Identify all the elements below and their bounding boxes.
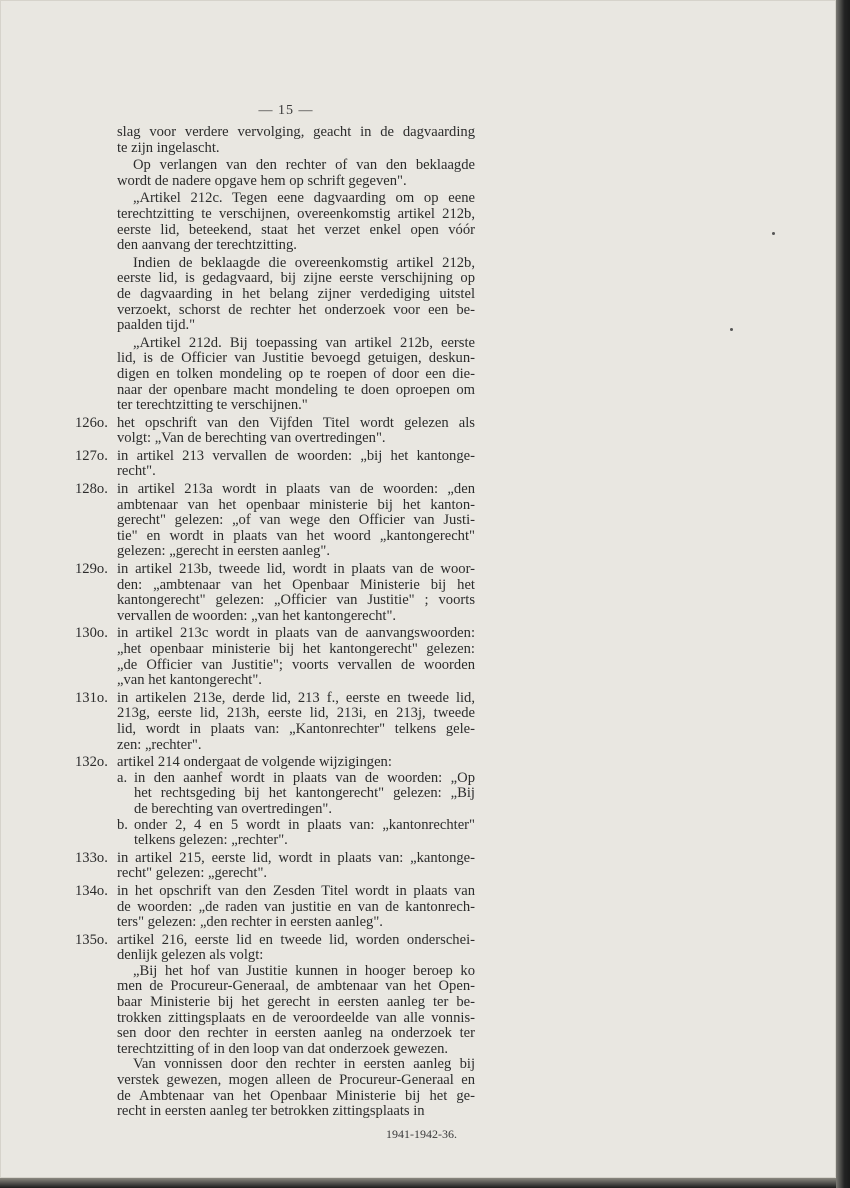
sub-item-text xyxy=(134,771,475,818)
item-number: 129o. xyxy=(75,561,108,578)
text-line: „van het kantongerecht". xyxy=(117,672,262,689)
paragraph xyxy=(117,125,475,156)
item-text xyxy=(117,851,475,882)
numbered-item xyxy=(0,449,836,480)
document-body xyxy=(0,125,836,1120)
text-line: Indien de beklaagde die overeenkomstig artikel 212b, xyxy=(133,254,475,271)
text-line: het opschrift van den Vijfden Titel wordt gelezen als xyxy=(117,414,475,431)
text-line: recht". xyxy=(117,463,156,480)
text-line: lid, wordt in plaats van: „Kantonrechter" telkens gele- xyxy=(117,720,475,737)
text-line: eerste lid, beteekend, staat het verzet enkel open vóór xyxy=(117,221,475,238)
paper-speck xyxy=(772,232,775,235)
text-line: terechtzitting te verschijnen, overeenkomstig artikel 212b, xyxy=(117,205,475,222)
item-text xyxy=(117,449,475,480)
text-line: vervallen de woorden: „van het kantongerecht". xyxy=(117,607,397,624)
text-line: zen: „rechter". xyxy=(117,736,202,753)
text-line: men de Procureur-Generaal, de ambtenaar van het Open- xyxy=(117,978,475,995)
page-edge-bottom xyxy=(0,1178,836,1188)
numbered-item xyxy=(0,562,836,624)
text-line: 213g, eerste lid, 213h, eerste lid, 213i, en 213j, tweede xyxy=(117,705,475,722)
item-text xyxy=(117,626,475,688)
item-number: 132o. xyxy=(75,754,108,771)
text-line: „het openbaar ministerie bij het kantongerecht" gelezen: xyxy=(117,641,475,657)
numbered-item xyxy=(0,691,836,753)
text-line: „Bij het hof van Justitie kunnen in hooger beroep ko xyxy=(133,962,475,979)
text-line: „Artikel 212d. Bij toepassing van artikel 212b, eerste xyxy=(133,334,475,351)
text-line: tie" en wordt in plaats van het woord „kantongerecht" xyxy=(117,527,475,544)
text-line: wordt de nadere opgave hem op schrift gegeven". xyxy=(117,172,407,189)
text-line: gerecht" gelezen: „of van wege den Officier van Justi- xyxy=(117,512,475,529)
item-text xyxy=(117,933,475,964)
text-line: baar Ministerie bij het gerecht in eersten aanleg ter be- xyxy=(117,994,475,1011)
text-line: de woorden: „de raden van justitie en van de kantonrech- xyxy=(117,898,475,915)
numbered-item xyxy=(0,851,836,882)
numbered-item xyxy=(0,416,836,447)
text-line: lid, is de Officier van Justitie bevoegd getuigen, deskun- xyxy=(117,350,475,367)
text-line: recht in eersten aanleg ter betrokken zittingsplaats in xyxy=(117,1103,425,1120)
text-line: volgt: „Van de berechting van overtredingen". xyxy=(117,430,386,447)
text-line: recht" gelezen: „gerecht". xyxy=(117,865,268,882)
sub-item xyxy=(117,818,836,849)
numbered-item xyxy=(0,626,836,688)
text-line: onder 2, 4 en 5 wordt in plaats van: „kantonrechter" xyxy=(134,816,475,833)
text-line: paalden tijd." xyxy=(117,317,196,334)
item-number: 134o. xyxy=(75,882,108,899)
item-text xyxy=(117,884,475,931)
text-line: in artikel 213 vervallen de woorden: „bij het kantonge- xyxy=(117,447,475,464)
text-line: artikel 216, eerste lid en tweede lid, worden onderschei- xyxy=(117,931,475,948)
text-line: telkens gelezen: „rechter". xyxy=(134,832,288,849)
item-number: 127o. xyxy=(75,447,108,464)
sub-item xyxy=(117,771,836,818)
numbered-item xyxy=(0,482,836,560)
text-line: verzoekt, schorst de rechter het onderzoek voor een be- xyxy=(117,301,475,318)
text-line: Op verlangen van den rechter of van den beklaagde xyxy=(133,157,475,174)
footer-code: 1941-1942-36. xyxy=(386,1127,457,1141)
text-line: de dagvaarding in het belang zijner verdediging uitstel xyxy=(117,285,475,302)
text-line: sen door den rechter in eersten aanleg na onderzoek ter xyxy=(117,1025,475,1042)
text-line: „de Officier van Justitie"; voorts vervallen de woorden xyxy=(117,656,475,673)
text-line: kantongerecht" gelezen: „Officier van Justitie" ; voorts xyxy=(117,592,475,609)
sub-item-text xyxy=(134,818,475,849)
text-line: in artikelen 213e, derde lid, 213 f., eerste en tweede lid, xyxy=(117,689,475,706)
text-line: het rechtsgeding bij het kantongerecht" gelezen: „Bij xyxy=(134,785,475,802)
text-line: terechtzitting of in den loop van dat onderzoek gewezen. xyxy=(117,1040,449,1057)
text-line: in artikel 213c wordt in plaats van de aanvangswoorden: xyxy=(117,625,475,642)
item-number: 131o. xyxy=(75,689,108,706)
text-line: den aanvang der terechtzitting. xyxy=(117,237,297,254)
text-line: te zijn ingelascht. xyxy=(117,139,220,156)
text-line: in het opschrift van den Zesden Titel wordt in plaats van xyxy=(117,882,475,899)
paragraph xyxy=(117,256,475,334)
text-line: in den aanhef wordt in plaats van de woorden: „Op xyxy=(134,769,475,786)
item-text xyxy=(117,562,475,624)
item-text xyxy=(117,755,475,771)
text-line: ters" gelezen: „den rechter in eersten aanleg". xyxy=(117,914,383,931)
text-line: naar der openbare macht mondeling te doen oproepen om xyxy=(117,381,475,398)
numbered-item xyxy=(0,933,836,1120)
quoted-paragraph xyxy=(117,1057,475,1119)
item-text xyxy=(117,691,475,753)
text-line: in artikel 215, eerste lid, wordt in plaats van: „kantonge- xyxy=(117,849,475,866)
text-line: trokken zittingsplaats en de veroordeelde van alle vonnis- xyxy=(117,1009,475,1026)
item-number: 130o. xyxy=(75,625,108,642)
sub-item-letter: b. xyxy=(117,816,128,833)
text-line: artikel 214 ondergaat de volgende wijzigingen: xyxy=(117,754,392,771)
item-number: 126o. xyxy=(75,414,108,431)
quoted-paragraph xyxy=(117,964,475,1058)
text-line: Van vonnissen door den rechter in eersten aanleg bij xyxy=(133,1056,475,1073)
text-line: eerste lid, is gedagvaard, bij zijne eerste verschijning op xyxy=(117,270,475,287)
item-text xyxy=(117,416,475,447)
text-line: de berechting van overtredingen". xyxy=(134,800,333,817)
text-line: ambtenaar van het openbaar ministerie bij het kanton- xyxy=(117,496,475,513)
numbered-item xyxy=(0,755,836,849)
text-line: in artikel 213a wordt in plaats van de woorden: „den xyxy=(117,481,475,498)
numbered-item xyxy=(0,884,836,931)
text-line: gelezen: „gerecht in eersten aanleg". xyxy=(117,543,330,560)
item-number: 133o. xyxy=(75,849,108,866)
paragraph xyxy=(117,191,475,253)
text-line: slag voor verdere vervolging, geacht in de dagvaarding xyxy=(117,124,475,140)
paper-speck xyxy=(730,328,733,331)
text-line: digen en tolken mondeling op te roepen of door een die- xyxy=(117,365,475,382)
page-number: — 15 — xyxy=(258,103,314,118)
text-line: denlijk gelezen als volgt: xyxy=(117,947,264,964)
item-text xyxy=(117,482,475,560)
sub-item-letter: a. xyxy=(117,769,128,786)
item-number: 135o. xyxy=(75,931,108,948)
text-line: verstek gewezen, mogen alleen de Procureur-Generaal en xyxy=(117,1072,475,1089)
item-number: 128o. xyxy=(75,481,108,498)
text-line: de Ambtenaar van het Openbaar Ministerie bij het ge- xyxy=(117,1087,475,1104)
paragraph xyxy=(117,336,475,414)
text-line: den: „ambtenaar van het Openbaar Ministerie bij het xyxy=(117,576,475,593)
page-edge-right xyxy=(836,0,850,1188)
paragraph xyxy=(117,158,475,189)
text-line: in artikel 213b, tweede lid, wordt in plaats van de woor- xyxy=(117,561,475,578)
text-line: „Artikel 212c. Tegen eene dagvaarding om op eene xyxy=(133,190,475,207)
text-line: ter terechtzitting te verschijnen." xyxy=(117,397,308,414)
